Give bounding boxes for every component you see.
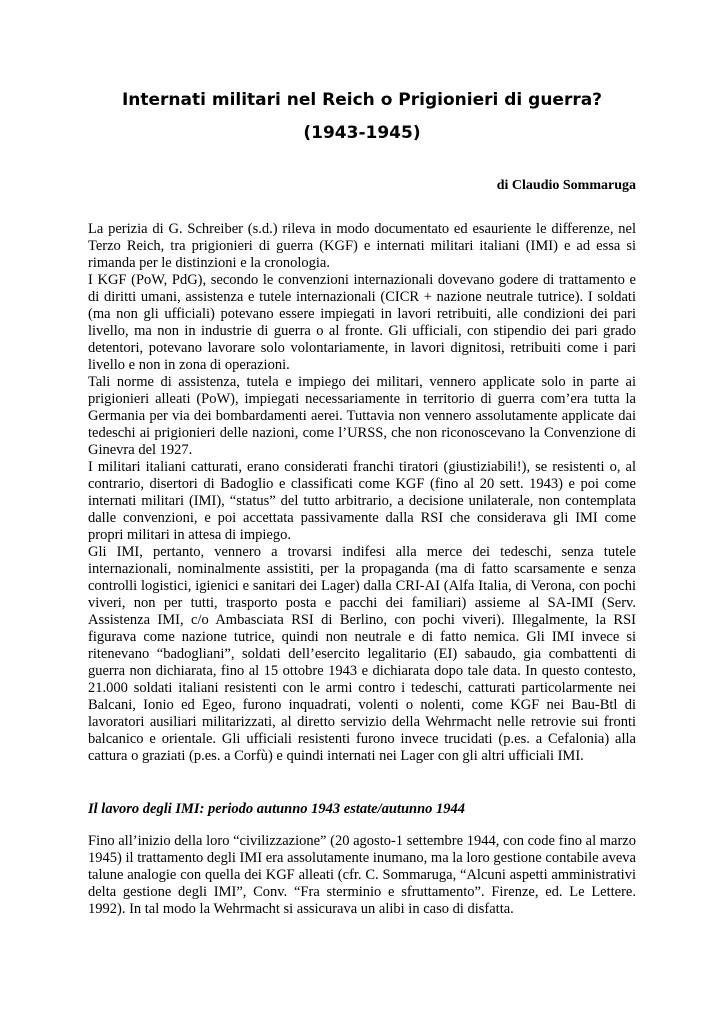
body-section-2 [88, 833, 636, 918]
author-byline: di Claudio Sommaruga [496, 178, 636, 193]
paragraph: I KGF (PoW, PdG), secondo le convenzioni internazionali dovevano godere di trattamento e di diritti umani, assistenza e tutele internazionali (CICR + nazione neutrale tutrice). I soldati (ma non gli ufficiali) potevano essere impiegati in lavori retribuiti, alle condizioni dei pari livello, ma non in industrie di guerra o al fronte. Gli ufficiali, con stipendio dei pari grado detentori, potevano lavorare solo volontariamente, in lavori dignitosi, retribuiti come i pari livello e non in zona di operazioni. [88, 272, 636, 373]
document-title: Internati militari nel Reich o Prigionieri di guerra? [121, 90, 603, 110]
document-title-dates: (1943-1945) [303, 123, 421, 143]
section-heading: Il lavoro degli IMI: periodo autunno 1943 estate/autunno 1944 [88, 801, 466, 817]
body-section-1 [88, 221, 636, 765]
paragraph: La perizia di G. Schreiber (s.d.) rileva in modo documentato ed esauriente le differenze, nel Terzo Reich, tra prigionieri di guerra (KGF) e internati militari italiani (IMI) e ad essa si rimanda per le distinzioni e la cronologia. [88, 221, 636, 271]
paragraph: Fino all’inizio della loro “civilizzazione” (20 agosto-1 settembre 1944, con code fino al marzo 1945) il trattamento degli IMI era assolutamente inumano, ma la loro gestione contabile aveva talune analogie con quella dei KGF alleati (cfr. C. Sommaruga, “Alcuni aspetti amministrativi delta gestione degli IMI”, Conv. “Fra sterminio e sfruttamento”. Firenze, ed. Le Lettere. 1992). In tal modo la Wehrmacht si assicurava un alibi in caso di disfatta. [88, 833, 636, 917]
paragraph: I militari italiani catturati, erano considerati franchi tiratori (giustiziabili!), se resistenti o, al contrario, disertori di Badoglio e classificati come KGF (fino al 20 sett. 1943) e poi come internati militari (IMI), “status” del tutto arbitrario, a decisione unilaterale, non contemplata dalle convenzioni, e poi accettata passivamente dalla RSI che considerava gli IMI come propri militari in attesa di impiego. [88, 459, 636, 543]
paragraph: Gli IMI, pertanto, vennero a trovarsi indifesi alla merce dei tedeschi, senza tutele internazionali, nominalmente assistiti, per la propaganda (ma di fatto scarsamente e senza controlli logistici, igienici e sanitari dei Lager) dalla CRI-AI (Alfa Italia, di Verona, con pochi viveri, non per tutti, trasporto posta e pacchi dei familiari) assieme al SA-IMI (Serv. Assistenza IMI, c/o Ambasciata RSI di Berlino, con pochi viveri). Illegalmente, la RSI figurava come nazione tutrice, quindi non neutrale e di fatto nemica. Gli IMI invece si ritenevano “badogliani”, soldati dell’esercito legalitario (EI) sabaudo, gia combattenti di guerra non dichiarata, fino al 15 ottobre 1943 e dichiarata dopo tale data. In questo contesto, 21.000 soldati italiani resistenti con le armi contro i tedeschi, catturati particolarmente nei Balcani, Ionio ed Egeo, furono inquadrati, volenti o nolenti, come KGF nei Bau-Btl di lavoratori ausiliari militarizzati, al diretto servizio della Wehrmacht nelle retrovie sui fronti balcanico e orientale. Gli ufficiali resistenti furono invece trucidati (p.es. a Cefalonia) alla cattura o graziati (p.es. a Corfù) e quindi internati nei Lager con gli altri ufficiali IMI. [88, 544, 636, 764]
paragraph: Tali norme di assistenza, tutela e impiego dei militari, vennero applicate solo in parte ai prigionieri alleati (PoW), impiegati necessariamente in territorio di guerra com’era tutta la Germania per via dei bombardamenti aerei. Tuttavia non vennero assolutamente applicate dai tedeschi ai prigionieri delle nazioni, come l’URSS, che non riconoscevano la Convenzione di Ginevra del 1927. [88, 374, 636, 458]
